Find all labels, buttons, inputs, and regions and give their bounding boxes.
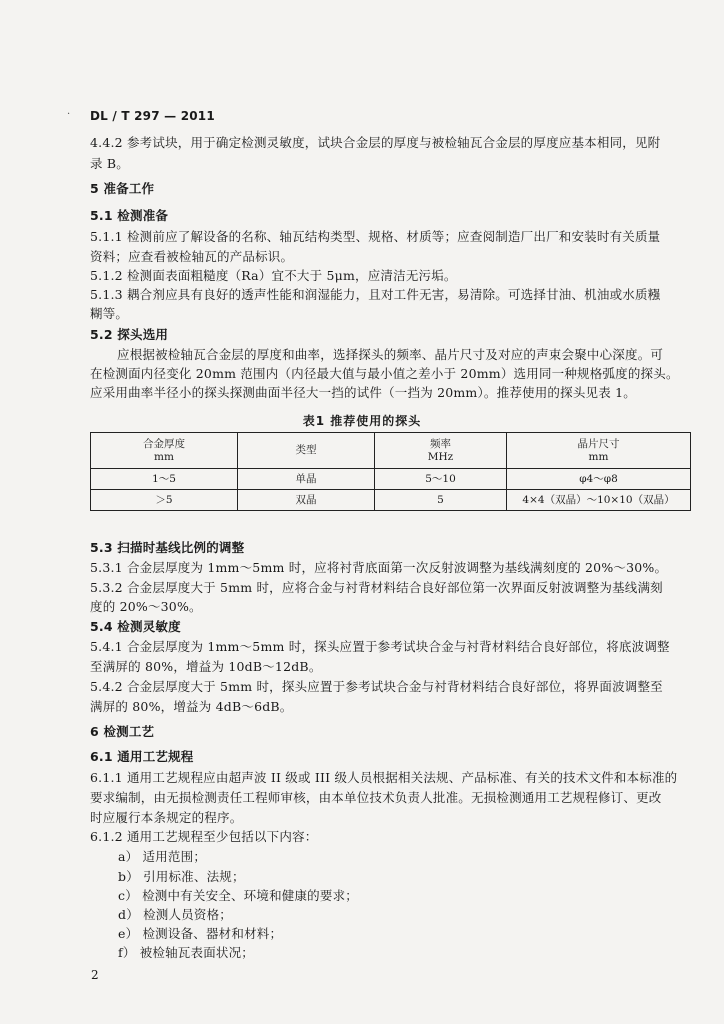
header-type: 类型 (238, 433, 375, 469)
table-cell: ＞5 (91, 490, 238, 511)
section-6-heading: 6 检测工艺 (90, 724, 155, 739)
table-cell: 双晶 (238, 490, 375, 511)
standard-number: DL / T 297 — 2011 (90, 109, 215, 123)
section-5-heading: 5 准备工作 (90, 181, 155, 196)
table-cell: 单晶 (238, 469, 375, 490)
clause-6-1-1-cont-2: 时应履行本条规定的程序。 (90, 810, 243, 825)
clause-5-3-2: 5.3.2 合金层厚度大于 5mm 时，应将合金与衬背材料结合良好部位第一次界面反射波调整为基线满刻 (90, 580, 663, 595)
clause-5-1-2: 5.1.2 检测面表面粗糙度（Ra）宜不大于 5μm，应清洁无污垢。 (90, 268, 457, 283)
table-header-row (91, 433, 691, 469)
section-5-1-heading: 5.1 检测准备 (90, 208, 169, 223)
clause-6-1-1-cont: 要求编制，由无损检测责任工程师审核，由本单位技术负责人批准。无损检测通用工艺规程修订、更改 (90, 790, 662, 805)
clause-5-2-para: 应根据被检轴瓦合金层的厚度和曲率，选择探头的频率、晶片尺寸及对应的声束会聚中心深度。可 (117, 347, 664, 362)
clause-4-4-2: 4.4.2 参考试块，用于确定检测灵敏度，试块合金层的厚度与被检轴瓦合金层的厚度应基本相同，见附 (90, 135, 661, 150)
table-cell: 1～5 (91, 469, 238, 490)
table-cell: 4×4（双晶）～10×10（双晶） (507, 490, 691, 511)
section-5-4-heading: 5.4 检测灵敏度 (90, 619, 181, 634)
table-row (91, 469, 691, 490)
clause-5-1-3: 5.1.3 耦合剂应具有良好的透声性能和润湿能力，且对工件无害，易清除。可选择甘油、机油或水质糨 (90, 287, 661, 302)
clause-6-1-2: 6.1.2 通用工艺规程至少包括以下内容： (90, 829, 318, 844)
margin-mark: · (67, 109, 71, 120)
clause-5-4-2: 5.4.2 合金层厚度大于 5mm 时，探头应置于参考试块合金与衬背材料结合良好部位，将界面波调整至 (90, 679, 663, 694)
clause-5-1-1: 5.1.1 检测前应了解设备的名称、轴瓦结构类型、规格、材质等；应查阅制造厂出厂和安装时有关质量 (90, 229, 661, 244)
section-5-3-heading: 5.3 扫描时基线比例的调整 (90, 540, 245, 555)
clause-5-3-2-cont: 度的 20%～30%。 (90, 599, 202, 614)
clause-5-1-1-cont: 资料；应查看被检轴瓦的产品标识。 (90, 249, 294, 264)
clause-5-2-para-3: 应采用曲率半径小的探头探测曲面半径大一挡的试件（一挡为 20mm）。推荐使用的探头见表 1。 (90, 385, 636, 400)
clause-5-3-1: 5.3.1 合金层厚度为 1mm～5mm 时，应将衬背底面第一次反射波调整为基线满刻度的 20%～30%。 (90, 560, 668, 575)
header-alloy-thickness: 合金厚度 mm (91, 433, 238, 469)
list-item: a） 适用范围； (118, 849, 207, 864)
clause-6-1-1: 6.1.1 通用工艺规程应由超声波 II 级或 III 级人员根据相关法规、产品标准、有关的技术文件和本标准的 (90, 770, 678, 785)
list-item: f） 被检轴瓦表面状况； (118, 945, 255, 960)
section-5-2-heading: 5.2 探头选用 (90, 327, 169, 342)
clause-5-4-2-cont: 满屏的 80%，增益为 4dB～6dB。 (90, 699, 293, 714)
table-cell: φ4～φ8 (507, 469, 691, 490)
list-item: d） 检测人员资格； (118, 907, 232, 922)
page-number: 2 (91, 968, 99, 982)
clause-5-4-1-cont: 至满屏的 80%，增益为 10dB～12dB。 (90, 659, 322, 674)
list-item: e） 检测设备、器材和材料； (118, 926, 283, 941)
header-frequency: 频率 MHz (375, 433, 507, 469)
header-crystal-size: 晶片尺寸 mm (507, 433, 691, 469)
table-row (91, 490, 691, 511)
list-item: c） 检测中有关安全、环境和健康的要求； (118, 888, 358, 903)
clause-4-4-2-cont: 录 B。 (90, 156, 129, 171)
list-item: b） 引用标准、法规； (118, 869, 245, 884)
clause-5-4-1: 5.4.1 合金层厚度为 1mm～5mm 时，探头应置于参考试块合金与衬背材料结合良好部位，将底波调整 (90, 639, 670, 654)
table-cell: 5 (375, 490, 507, 511)
section-6-1-heading: 6.1 通用工艺规程 (90, 749, 194, 764)
probe-table (90, 432, 691, 511)
clause-5-2-para-2: 在检测面内径变化 20mm 范围内（内径最大值与最小值之差小于 20mm）选用同一种规格弧度的探头。 (90, 366, 679, 381)
table-cell: 5～10 (375, 469, 507, 490)
table-caption: 表1 推荐使用的探头 (302, 414, 422, 428)
clause-5-1-3-cont: 糊等。 (90, 306, 129, 321)
